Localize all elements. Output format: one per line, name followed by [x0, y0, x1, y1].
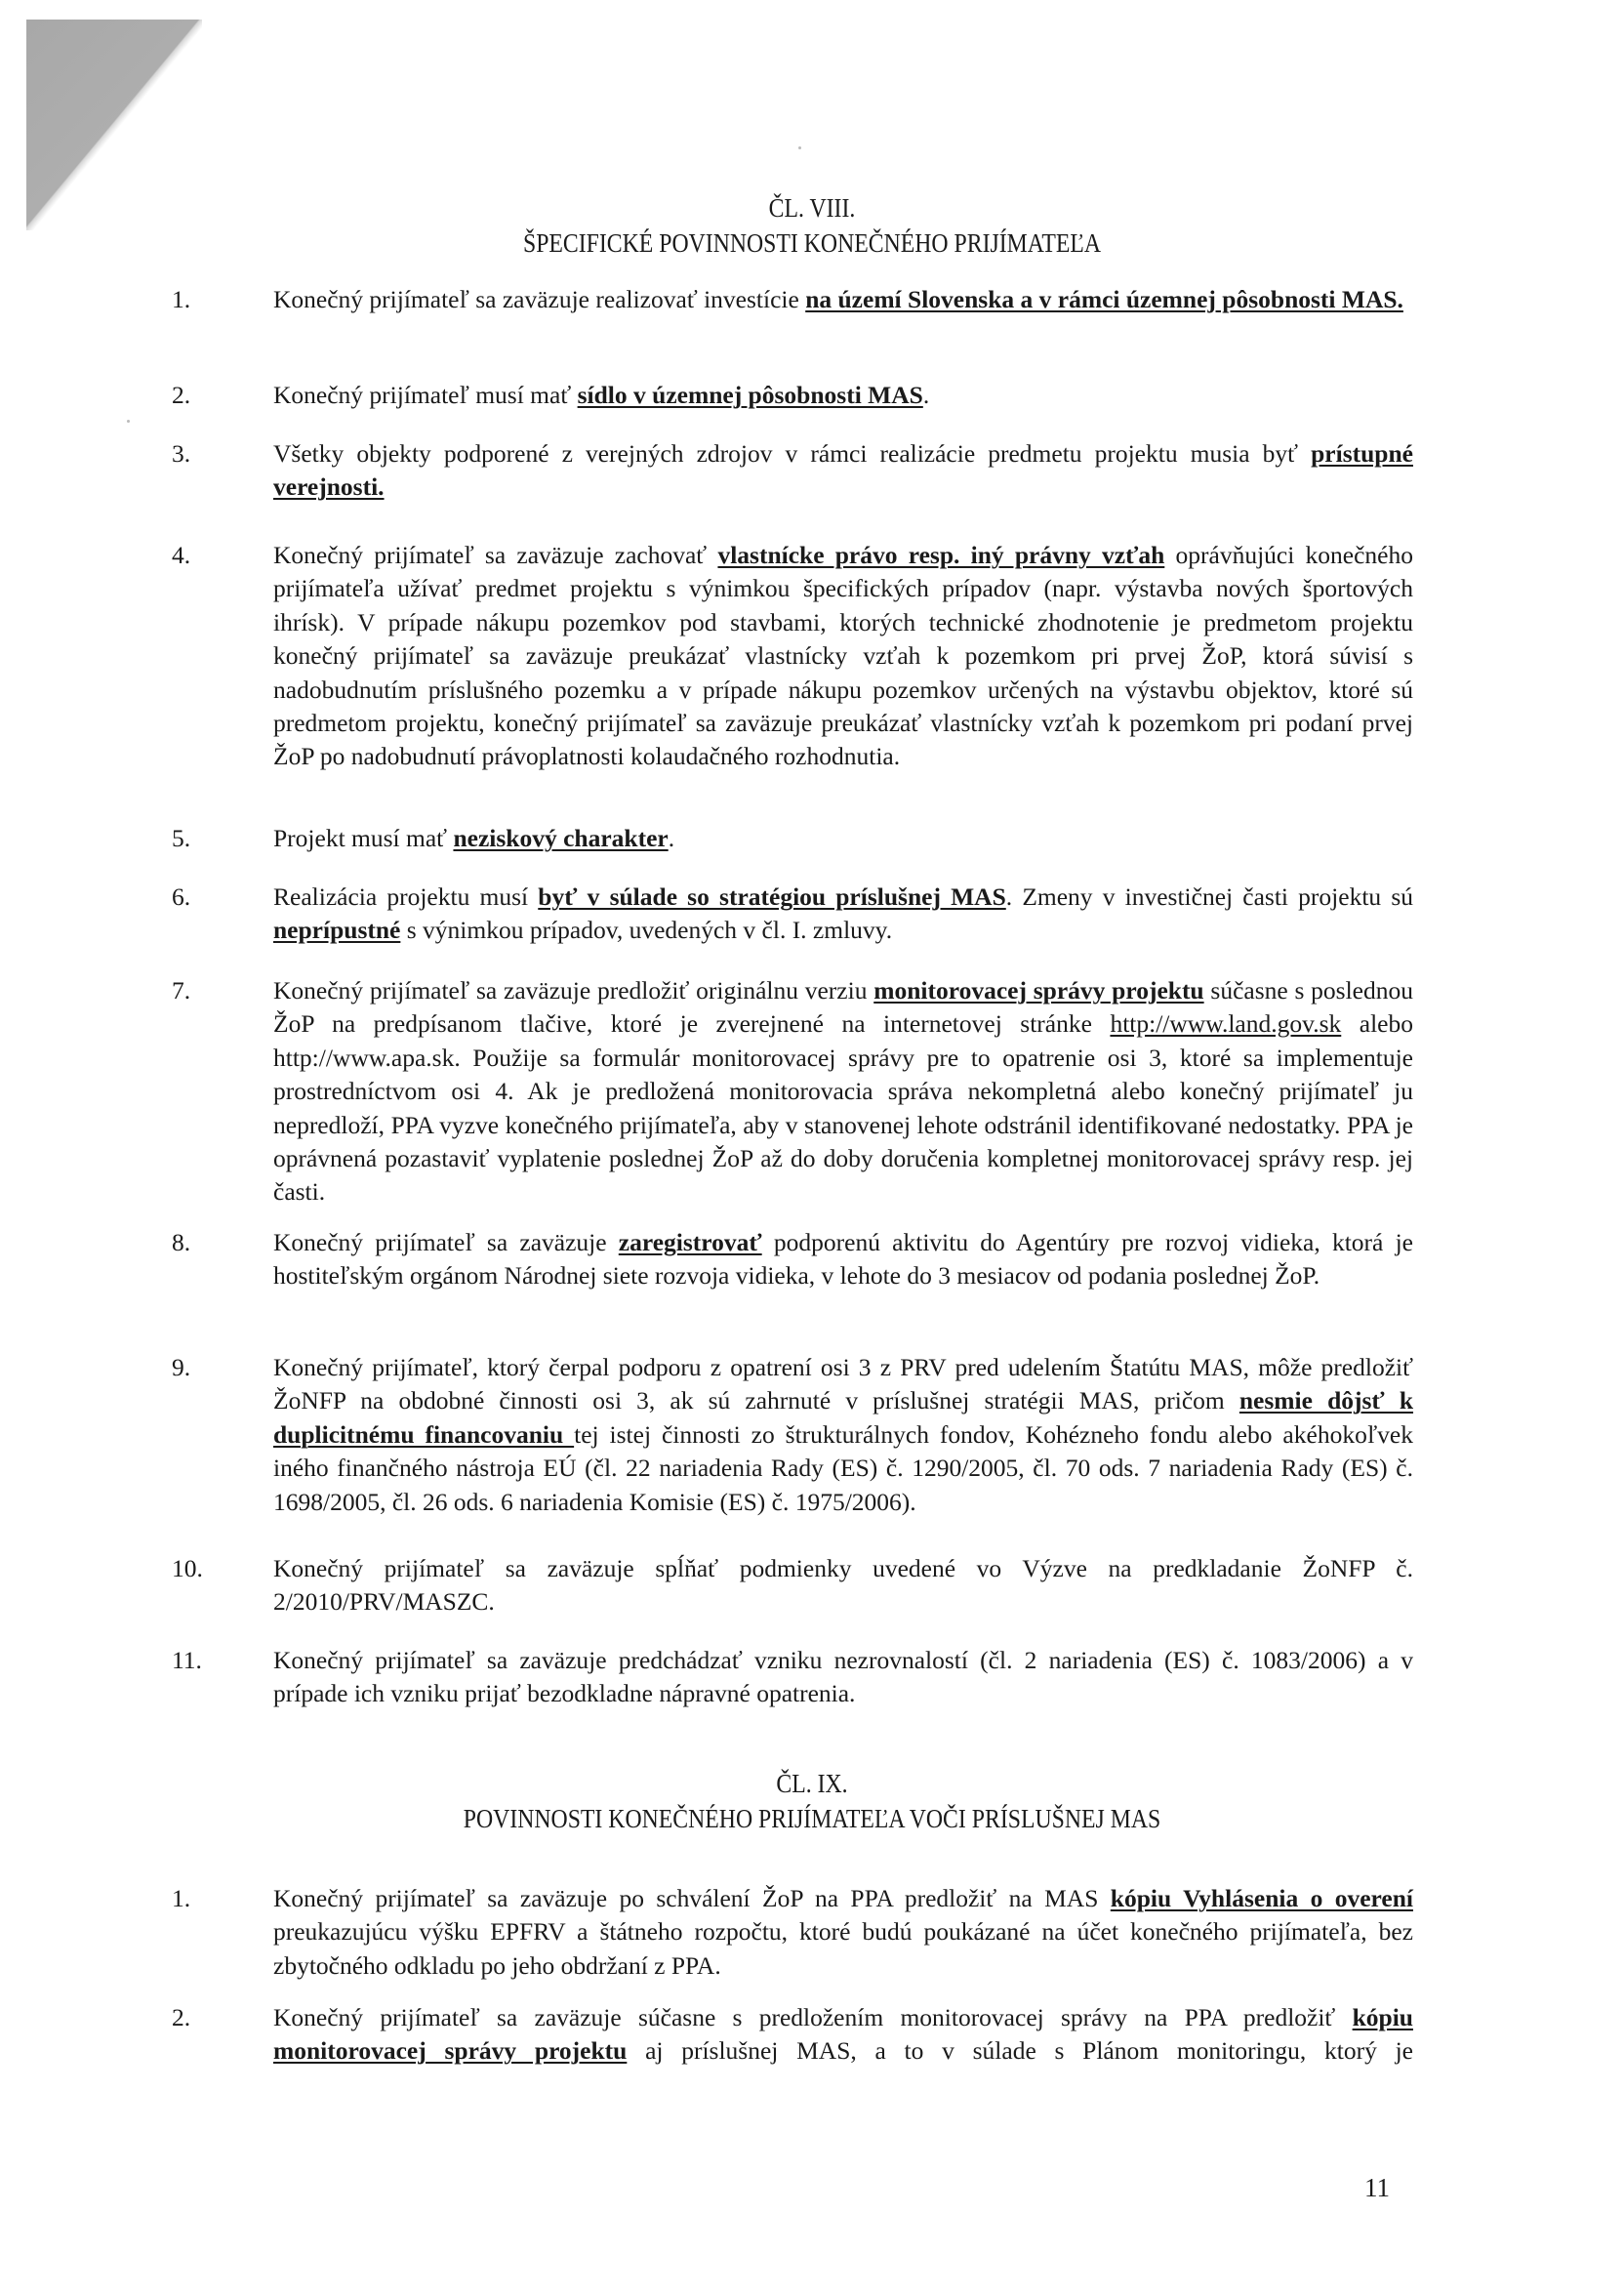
- emphasis: byť v súlade so stratégiou príslušnej MAS: [538, 882, 1006, 911]
- item-text: Konečný prijímateľ sa zaväzuje zachovať vlastnícke právo resp. iný právny vzťah oprávňujúci konečného prijímateľa užívať predmet projektu s výnimkou špecifických prípadov (napr. výstavba nových športových ihrísk). V prípade nákupu pozemkov pod stavbami, ktorých technické zhodnotenie je predmetom projektu konečný prijímateľ sa zaväzuje preukázať vlastnícky vzťah k pozemkom pri prvej ŽoP, ktorá súvisí s nadobudnutím príslušného pozemku a v prípade nákupu pozemkov určených na výstavbu objektov, ktoré sú predmetom projektu, konečný prijímateľ sa zaväzuje preukázať vlastnícky vzťah k pozemkom pri podaní prvej ŽoP po nadobudnutí právoplatnosti kolaudačného rozhodnutia.: [273, 541, 1413, 771]
- emphasis: neprípustné: [273, 916, 401, 945]
- item-text: Konečný prijímateľ sa zaväzuje realizovať investície na území Slovenska a v rámci územnej pôsobnosti MAS.: [273, 285, 1403, 313]
- emphasis: zaregistrovať: [618, 1228, 762, 1256]
- item-number: 3.: [172, 439, 191, 468]
- scan-speck: [798, 146, 801, 149]
- emphasis: neziskový charakter: [453, 824, 669, 852]
- item-text: Konečný prijímateľ sa zaväzuje zaregistrovať podporenú aktivitu do Agentúry pre rozvoj vidieka, ktorá je hostiteľským orgánom Národnej siete rozvoja vidieka, v lehote do 3 mesiacov od podania poslednej ŽoP.: [273, 1228, 1413, 1291]
- item-text: Všetky objekty podporené z verejných zdrojov v rámci realizácie predmetu projektu musia byť prístupné verejnosti.: [273, 439, 1413, 502]
- item-text: Projekt musí mať neziskový charakter.: [273, 824, 675, 852]
- item-number: 6.: [172, 882, 191, 911]
- item-text: Konečný prijímateľ musí mať sídlo v územnej pôsobnosti MAS.: [273, 381, 930, 409]
- article-viii-title: ŠPECIFICKÉ POVINNOSTI KONEČNÉHO PRIJÍMATEĽA: [522, 228, 1102, 258]
- item-number: 2.: [172, 381, 191, 409]
- item-text: Konečný prijímateľ sa zaväzuje súčasne s predložením monitorovacej správy na PPA predložiť kópiu monitorovacej správy projektu aj príslušnej MAS, a to v súlade s Plánom monitoringu, ktorý je: [273, 2003, 1413, 2066]
- item-number: 1.: [172, 285, 191, 313]
- item-text: Konečný prijímateľ sa zaväzuje predchádzať vzniku nezrovnalostí (čl. 2 nariadenia (ES) č. 1083/2006) a v prípade ich vzniku prijať bezodkladne nápravné opatrenia.: [273, 1646, 1413, 1708]
- item-number: 10.: [172, 1554, 203, 1582]
- item-number: 7.: [172, 976, 191, 1004]
- emphasis: kópiu monitorovacej správy projektu: [273, 2003, 1413, 2066]
- article-ix-title: POVINNOSTI KONEČNÉHO PRIJÍMATEĽA VOČI PRÍSLUŠNEJ MAS: [463, 1804, 1161, 1833]
- item-number: 8.: [172, 1228, 191, 1256]
- page-number: 11: [1364, 2173, 1390, 2202]
- emphasis: na území Slovenska a v rámci územnej pôsobnosti MAS.: [805, 285, 1403, 313]
- item-text: Konečný prijímateľ sa zaväzuje predložiť originálnu verziu monitorovacej správy projektu súčasne s poslednou ŽoP na predpísanom tlačive, ktoré je zverejnené na internetovej stránke http://www.land.gov.sk alebo http://www.apa.sk. Použije sa formulár monitorovacej správy pre to opatrenie osi 3, ktoré sa implementuje prostredníctvom osi 4. Ak je predložená monitorovacia správa nekompletná alebo konečný prijímateľ ju nepredloží, PPA vyzve konečného prijímateľa, aby v stanovenej lehote odstránil identifikované nedostatky. PPA je oprávnená pozastaviť vyplatenie poslednej ŽoP až do doby doručenia kompletnej monitorovacej správy resp. jej časti.: [273, 976, 1413, 1207]
- item-number: 2.: [172, 2003, 191, 2031]
- item-number: 1.: [172, 1884, 191, 1912]
- land-gov-link[interactable]: http://www.land.gov.sk: [1110, 1009, 1342, 1039]
- item-text: Konečný prijímateľ sa zaväzuje po schválení ŽoP na PPA predložiť na MAS kópiu Vyhlásenia o overení preukazujúcu výšku EPFRV a štátneho rozpočtu, ktoré budú poukázané na účet konečného prijímateľa, bez zbytočného odkladu po jeho obdržaní z PPA.: [273, 1884, 1413, 1980]
- emphasis: prístupné verejnosti.: [273, 439, 1413, 502]
- emphasis: sídlo v územnej pôsobnosti MAS: [577, 381, 923, 409]
- emphasis: nesmie dôjsť k duplicitnému financovaniu: [273, 1386, 1414, 1449]
- article-viii-number: ČL. VIII.: [768, 193, 856, 223]
- item-text: Konečný prijímateľ sa zaväzuje spĺňať podmienky uvedené vo Výzve na predkladanie ŽoNFP č. 2/2010/PRV/MASZC.: [273, 1554, 1413, 1617]
- item-text: Konečný prijímateľ, ktorý čerpal podporu z opatrení osi 3 z PRV pred udelením Štatútu MAS, môže predložiť ŽoNFP na obdobné činnosti osi 3, ak sú zahrnuté v príslušnej stratégii MAS, pričom nesmie dôjsť k duplicitnému financovaniu tej istej činnosti zo štrukturálnych fondov, Kohézneho fondu alebo akéhokoľvek iného finančného nástroja EÚ (čl. 22 nariadenia Rady (ES) č. 1290/2005, čl. 70 ods. 7 nariadenia Rady (ES) č. 1698/2005, čl. 26 ods. 6 nariadenia Komisie (ES) č. 1975/2006).: [273, 1353, 1414, 1516]
- emphasis: monitorovacej správy projektu: [873, 976, 1204, 1004]
- scan-speck: [127, 420, 130, 423]
- emphasis: vlastnícke právo resp. iný právny vzťah: [717, 541, 1165, 569]
- item-text: Realizácia projektu musí byť v súlade so stratégiou príslušnej MAS. Zmeny v investičnej časti projektu sú neprípustné s výnimkou prípadov, uvedených v čl. I. zmluvy.: [273, 882, 1414, 945]
- item-number: 4.: [172, 541, 191, 569]
- emphasis: kópiu Vyhlásenia o overení: [1110, 1884, 1413, 1912]
- article-ix-number: ČL. IX.: [776, 1769, 848, 1798]
- item-number: 5.: [172, 824, 191, 852]
- item-number: 11.: [172, 1646, 202, 1674]
- item-number: 9.: [172, 1353, 191, 1381]
